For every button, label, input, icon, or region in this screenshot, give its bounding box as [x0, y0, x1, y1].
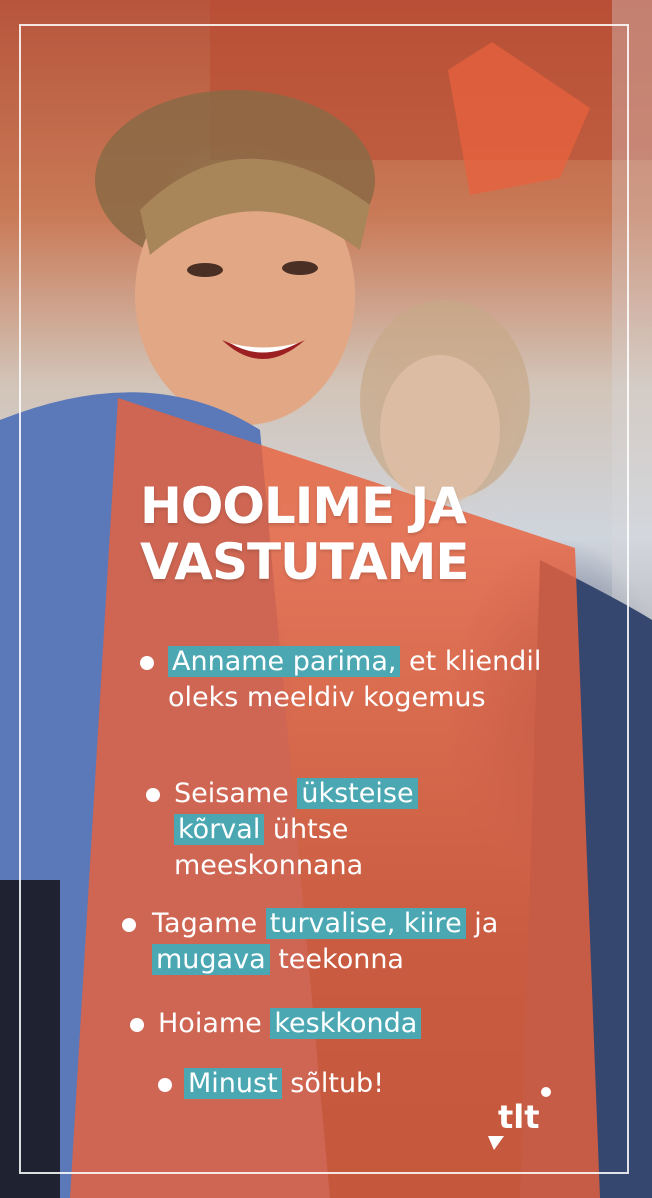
white-frame	[19, 24, 629, 1174]
bullet-3-text-a: Tagame	[152, 908, 266, 939]
headline-line-2: VASTUTAME	[140, 533, 469, 591]
tlt-logo-icon	[484, 1084, 556, 1160]
logo-text: tlt	[498, 1098, 540, 1136]
bullet-3-text-b: ja	[465, 908, 499, 939]
headline	[140, 478, 560, 590]
bullet-3-highlight-2: mugava	[152, 944, 270, 975]
bullet-dot	[130, 1018, 144, 1032]
bullet-item-3	[152, 906, 552, 978]
bullet-3-highlight-1: turvalise, kiire	[266, 908, 466, 939]
bullet-5-text: sõltub!	[281, 1068, 385, 1099]
bullet-dot	[140, 656, 154, 670]
bullet-item-1	[168, 644, 548, 716]
bullet-item-2	[174, 776, 474, 884]
bullet-1-text: et kliendil oleks meeldiv kogemus	[168, 646, 542, 713]
bullet-dot	[122, 918, 136, 932]
bullet-2-text-b: ühtse meeskonnana	[174, 814, 364, 881]
bullet-dot	[146, 788, 160, 802]
bullet-2-highlight: üksteise kõrval	[174, 778, 418, 845]
bullet-item-4	[158, 1006, 538, 1042]
bullet-2-text-a: Seisame	[174, 778, 298, 809]
bullet-4-text: Hoiame	[158, 1008, 271, 1039]
bullet-4-highlight: keskkonda	[270, 1008, 421, 1039]
bullet-dot	[158, 1078, 172, 1092]
bullet-5-highlight: Minust	[184, 1068, 282, 1099]
headline-line-1: HOOLIME JA	[140, 477, 466, 535]
bullet-item-5	[184, 1066, 484, 1102]
bullet-3-text-c: teekonna	[269, 944, 404, 975]
bullet-1-highlight: Anname parima,	[168, 646, 400, 677]
